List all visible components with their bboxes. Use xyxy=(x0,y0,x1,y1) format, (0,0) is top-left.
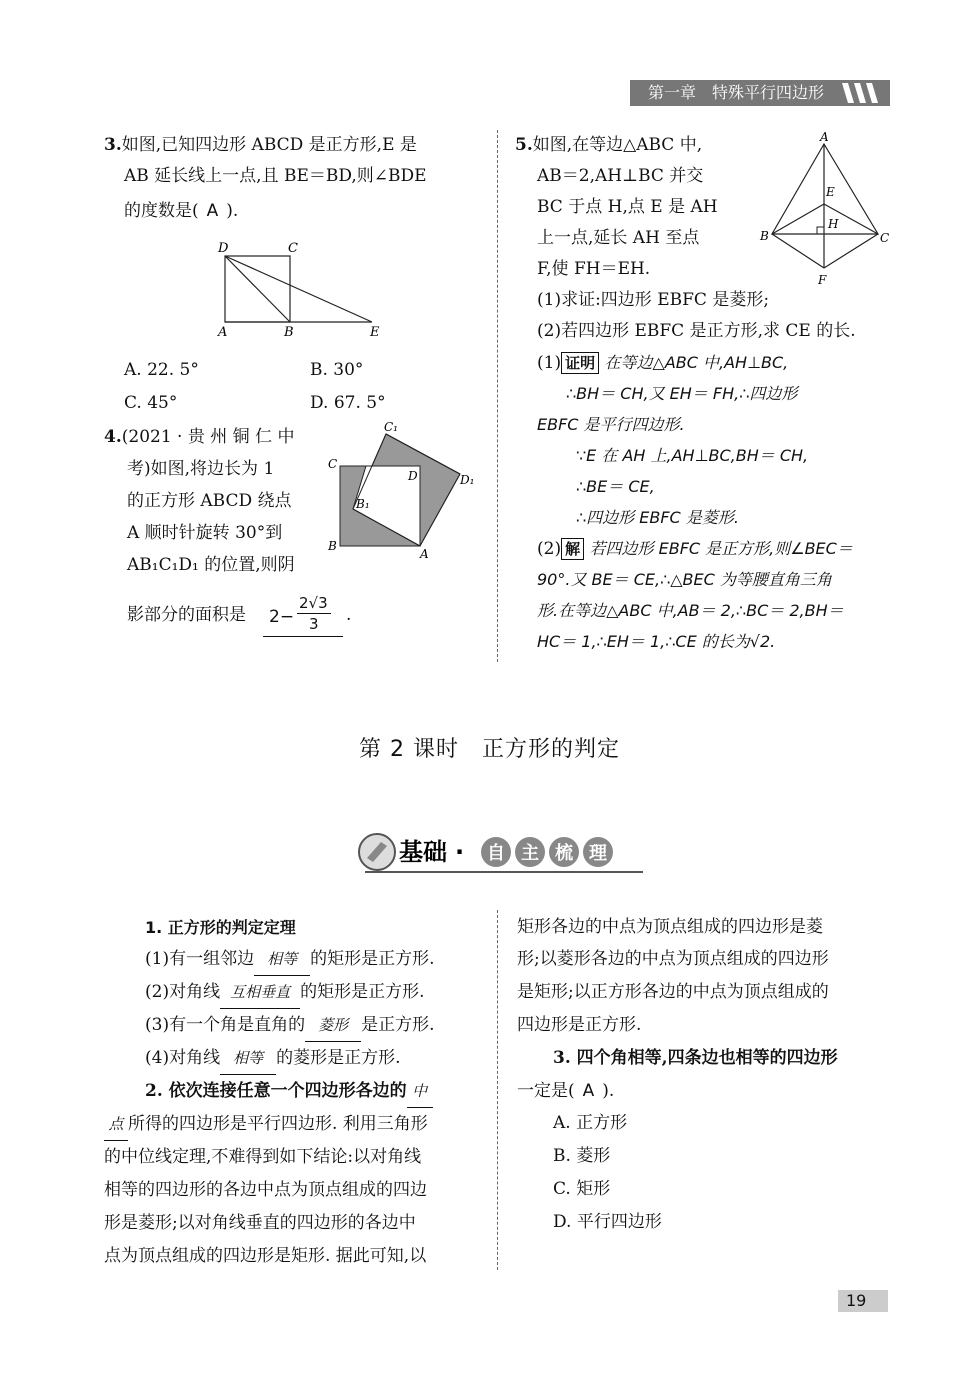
q5-line4: 上一点,延长 AH 至点 xyxy=(537,228,700,248)
q5-line3: BC 于点 H,点 E 是 AH xyxy=(537,197,718,217)
basic-rule-3: (3)有一个角是直角的 菱形 是正方形. xyxy=(145,1010,435,1042)
section-banner xyxy=(355,828,645,878)
label-B: B xyxy=(284,325,294,340)
q3-option-b: B. 30° xyxy=(310,360,364,380)
page-number: 19 xyxy=(838,1290,888,1312)
q4-line4: A 顺时针旋转 30°到 xyxy=(127,523,283,543)
q5-sol1-l5: ∴BE＝ CE, xyxy=(576,477,655,496)
basic-cont-l4: 四边形是正方形. xyxy=(517,1015,642,1035)
q3-figure xyxy=(210,238,400,342)
label-E: E xyxy=(370,325,380,340)
column-divider xyxy=(497,130,498,662)
q5-sol2-l3: 形.在等边△ABC 中,AB＝ 2,∴BC＝ 2,BH＝ xyxy=(537,601,844,620)
banner-char-1: 自 xyxy=(487,843,505,864)
chapter-title: 第一章 特殊平行四边形 xyxy=(648,83,825,102)
q4-figure xyxy=(326,420,486,560)
basic-rule-4: (4)对角线 相等 的菱形是正方形. xyxy=(145,1043,401,1075)
q5-line5: F,使 FH＝EH. xyxy=(537,259,651,279)
label-D: D xyxy=(218,241,229,256)
label-E: E xyxy=(826,185,835,199)
label-A: A xyxy=(820,130,829,144)
q5-sub1: (1)求证:四边形 EBFC 是菱形; xyxy=(537,290,770,310)
q5-sol2-l2: 90°.又 BE＝ CE,∴△BEC 为等腰直角三角 xyxy=(537,570,832,589)
basic-rule-1: (1)有一组邻边 相等 的矩形是正方形. xyxy=(145,944,435,976)
q3-option-d: D. 67. 5° xyxy=(310,393,386,413)
q3-line3: 的度数是( A ). xyxy=(124,201,239,221)
label-B: B xyxy=(760,229,769,243)
q5-line1: 5.如图,在等边△ABC 中, xyxy=(515,135,703,155)
banner-char-2: 主 xyxy=(521,843,539,864)
banner-dot: · xyxy=(455,838,465,866)
label-B: B xyxy=(328,539,337,553)
basic-option-a: A. 正方形 xyxy=(553,1113,628,1133)
label-C1: C₁ xyxy=(384,420,398,434)
q5-sub2: (2)若四边形 EBFC 是正方形,求 CE 的长. xyxy=(537,321,856,341)
basic-title-1: 1. 正方形的判定定理 xyxy=(145,918,296,937)
q4-answer-blank: 2− 2√3 3 xyxy=(263,594,343,637)
q3-line2: AB 延长线上一点,且 BE＝BD,则∠BDE xyxy=(124,166,427,186)
q4-line5: AB₁C₁D₁ 的位置,则阴 xyxy=(127,555,295,575)
label-C: C xyxy=(328,457,338,471)
q5-line2: AB＝2,AH⊥BC 并交 xyxy=(537,166,704,186)
basic-option-b: B. 菱形 xyxy=(553,1146,611,1166)
banner-char-3: 梳 xyxy=(555,843,573,864)
basic-item-3-l2: 一定是( A ). xyxy=(517,1081,615,1101)
basic-item-2-l5: 形是菱形;以对角线垂直的四边形的各边中 xyxy=(104,1213,416,1233)
label-D1: D₁ xyxy=(460,473,475,487)
banner-char-4: 理 xyxy=(589,843,607,864)
basic-item-2-l3: 的中位线定理,不难得到如下结论:以对角线 xyxy=(104,1147,422,1167)
basic-option-d: D. 平行四边形 xyxy=(553,1212,662,1232)
q3-line1: 3.如图,已知四边形 ABCD 是正方形,E 是 xyxy=(104,135,417,155)
q3-option-a: A. 22. 5° xyxy=(124,360,199,380)
q3-option-c: C. 45° xyxy=(124,393,178,413)
basic-cont-l1: 矩形各边的中点为顶点组成的四边形是菱 xyxy=(517,917,823,937)
basic-item-2-l1: 2. 依次连接任意一个四边形各边的 中 xyxy=(145,1076,433,1108)
label-B1: B₁ xyxy=(356,497,370,511)
basic-item-3-l1: 3. 四个角相等,四条边也相等的四边形 xyxy=(553,1048,838,1068)
label-H: H xyxy=(828,217,839,231)
banner-title: 基础 xyxy=(399,838,447,866)
basic-rule-2: (2)对角线 互相垂直 的矩形是正方形. xyxy=(145,977,425,1009)
chapter-header xyxy=(630,80,890,106)
label-F: F xyxy=(818,273,827,287)
label-D: D xyxy=(408,469,418,483)
q5-sol1-l1: (1) 证明 在等边△ABC 中,AH⊥BC, xyxy=(537,353,789,373)
label-C: C xyxy=(880,231,890,245)
basic-cont-l3: 是矩形;以正方形各边的中点为顶点组成的 xyxy=(517,982,829,1002)
basic-cont-l2: 形;以菱形各边的中点为顶点组成的四边形 xyxy=(517,949,829,969)
q5-sol1-l2: ∴BH＝ CH,又 EH＝ FH,∴四边形 xyxy=(566,384,798,403)
q5-sol2-l1: (2) 解 若四边形 EBFC 是正方形,则∠BEC＝ xyxy=(537,539,853,559)
basic-item-2-l6: 点为顶点组成的四边形是矩形. 据此可知,以 xyxy=(104,1246,427,1266)
q4-line2: 考)如图,将边长为 1 xyxy=(127,459,275,479)
q5-sol1-l4: ∵E 在 AH 上,AH⊥BC,BH＝ CH, xyxy=(576,446,809,465)
q5-sol2-l4: HC＝ 1,∴EH＝ 1,∴CE 的长为√2. xyxy=(537,632,776,651)
q5-sol1-l3: EBFC 是平行四边形. xyxy=(537,415,685,434)
label-A: A xyxy=(420,547,429,560)
basic-item-2-l4: 相等的四边形的各边中点为顶点组成的四边 xyxy=(104,1180,427,1200)
section-title: 第 2 课时 正方形的判定 xyxy=(359,737,620,762)
q5-figure xyxy=(752,130,902,290)
q4-line1: 4.(2021 · 贵 州 铜 仁 中 xyxy=(104,427,295,447)
label-A: A xyxy=(218,325,228,340)
column-divider-bottom xyxy=(497,910,498,1270)
q4-period: . xyxy=(346,605,352,625)
label-C: C xyxy=(288,241,298,256)
q4-line3: 的正方形 ABCD 绕点 xyxy=(127,491,292,511)
stripes-icon xyxy=(840,83,884,103)
basic-option-c: C. 矩形 xyxy=(553,1179,611,1199)
q4-answer-line: 影部分的面积是 xyxy=(127,605,246,625)
basic-item-2-l2: 点 所得的四边形是平行四边形. 利用三角形 xyxy=(104,1109,428,1141)
q5-sol1-l6: ∴四边形 EBFC 是菱形. xyxy=(576,508,739,527)
